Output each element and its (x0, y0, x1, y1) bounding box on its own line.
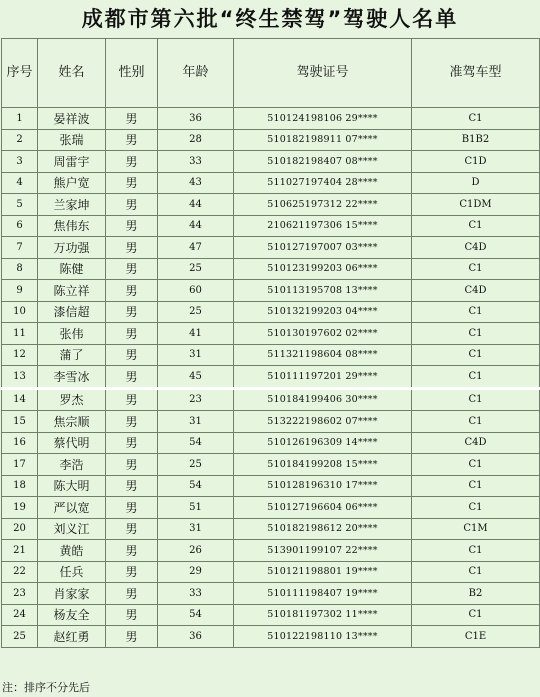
license-number: 510132199203 04**** (234, 301, 412, 323)
driver-age: 23 (158, 388, 234, 411)
row-number: 4 (2, 172, 38, 194)
driver-name: 肖家家 (38, 583, 106, 605)
license-class: C1DM (412, 194, 540, 216)
license-number: 510111198407 19**** (234, 583, 412, 605)
table-row (2, 108, 540, 130)
row-number: 5 (2, 194, 38, 216)
license-class: C1 (412, 454, 540, 476)
license-class: D (412, 172, 540, 194)
driver-name: 罗杰 (38, 388, 106, 411)
table-row (2, 129, 540, 151)
driver-name: 李浩 (38, 454, 106, 476)
driver-name: 张伟 (38, 323, 106, 345)
header-name: 姓名 (38, 39, 106, 108)
license-class: C1 (412, 388, 540, 411)
driver-sex: 男 (106, 215, 158, 237)
driver-sex: 男 (106, 301, 158, 323)
driver-name: 晏祥波 (38, 108, 106, 130)
driver-age: 26 (158, 540, 234, 562)
table-row (2, 432, 540, 454)
driver-age: 44 (158, 215, 234, 237)
driver-name: 赵红勇 (38, 626, 106, 648)
driver-age: 51 (158, 497, 234, 519)
driver-sex: 男 (106, 194, 158, 216)
table-row (2, 237, 540, 259)
driver-name: 熊户宽 (38, 172, 106, 194)
driver-name: 李雪冰 (38, 366, 106, 389)
driver-name: 万功强 (38, 237, 106, 259)
table-row (2, 583, 540, 605)
driver-name: 张瑞 (38, 129, 106, 151)
table-row (2, 497, 540, 519)
row-number: 21 (2, 540, 38, 562)
driver-age: 25 (158, 258, 234, 280)
driver-name: 陈立祥 (38, 280, 106, 302)
row-number: 23 (2, 583, 38, 605)
driver-sex: 男 (106, 540, 158, 562)
license-class: C1 (412, 215, 540, 237)
license-number: 510182198407 08**** (234, 151, 412, 173)
license-class: C4D (412, 432, 540, 454)
driver-sex: 男 (106, 626, 158, 648)
driver-name: 刘义江 (38, 518, 106, 540)
table-row (2, 280, 540, 302)
license-class: C1 (412, 344, 540, 366)
driver-age: 36 (158, 108, 234, 130)
license-number: 510184199406 30**** (234, 388, 412, 411)
license-number: 510128196310 17**** (234, 475, 412, 497)
row-number: 2 (2, 129, 38, 151)
license-number: 513222198602 07**** (234, 411, 412, 433)
license-number: 510122198110 13**** (234, 626, 412, 648)
driver-sex: 男 (106, 151, 158, 173)
license-number: 513901199107 22**** (234, 540, 412, 562)
driver-sex: 男 (106, 172, 158, 194)
license-number: 210621197306 15**** (234, 215, 412, 237)
license-class: C1 (412, 411, 540, 433)
license-class: C1E (412, 626, 540, 648)
row-number: 16 (2, 432, 38, 454)
table-row (2, 454, 540, 476)
license-number: 510111197201 29**** (234, 366, 412, 389)
driver-sex: 男 (106, 280, 158, 302)
driver-age: 45 (158, 366, 234, 389)
row-number: 9 (2, 280, 38, 302)
row-number: 14 (2, 388, 38, 411)
row-number: 20 (2, 518, 38, 540)
driver-name: 兰家坤 (38, 194, 106, 216)
driver-age: 29 (158, 561, 234, 583)
driver-name: 漆信超 (38, 301, 106, 323)
header-license: 驾驶证号 (234, 39, 412, 108)
driver-age: 41 (158, 323, 234, 345)
driver-age: 54 (158, 604, 234, 626)
license-class: B2 (412, 583, 540, 605)
license-class: C1M (412, 518, 540, 540)
driver-age: 44 (158, 194, 234, 216)
header-seq (2, 39, 38, 108)
table-row (2, 194, 540, 216)
driver-age: 54 (158, 432, 234, 454)
driver-name: 蒲了 (38, 344, 106, 366)
license-class: C4D (412, 280, 540, 302)
license-class: C1 (412, 540, 540, 562)
table-row (2, 475, 540, 497)
table-row (2, 561, 540, 583)
license-class: C1D (412, 151, 540, 173)
row-number: 25 (2, 626, 38, 648)
driver-age: 60 (158, 280, 234, 302)
row-number: 6 (2, 215, 38, 237)
driver-name: 陈大明 (38, 475, 106, 497)
license-class: C1 (412, 301, 540, 323)
row-number: 8 (2, 258, 38, 280)
table-row (2, 172, 540, 194)
row-number: 10 (2, 301, 38, 323)
table-body (2, 108, 540, 648)
license-class: B1B2 (412, 129, 540, 151)
license-number: 510182198612 20**** (234, 518, 412, 540)
row-number: 3 (2, 151, 38, 173)
driver-sex: 男 (106, 108, 158, 130)
row-number: 18 (2, 475, 38, 497)
driver-sex: 男 (106, 475, 158, 497)
driver-sex: 男 (106, 604, 158, 626)
row-number: 19 (2, 497, 38, 519)
row-number: 12 (2, 344, 38, 366)
row-number: 24 (2, 604, 38, 626)
driver-sex: 男 (106, 454, 158, 476)
driver-sex: 男 (106, 432, 158, 454)
row-number: 17 (2, 454, 38, 476)
driver-age: 31 (158, 411, 234, 433)
driver-age: 33 (158, 151, 234, 173)
license-number: 510130197602 02**** (234, 323, 412, 345)
table-header-row (2, 39, 540, 108)
header-seq-label: 序号 (6, 65, 33, 80)
license-class: C1 (412, 497, 540, 519)
license-number: 510124198106 29**** (234, 108, 412, 130)
license-number: 510182198911 07**** (234, 129, 412, 151)
driver-age: 25 (158, 454, 234, 476)
driver-sex: 男 (106, 323, 158, 345)
row-number: 11 (2, 323, 38, 345)
table-row (2, 366, 540, 389)
driver-age: 43 (158, 172, 234, 194)
driver-sex: 男 (106, 344, 158, 366)
driver-sex: 男 (106, 583, 158, 605)
driver-name: 陈健 (38, 258, 106, 280)
license-class: C1 (412, 366, 540, 389)
driver-age: 25 (158, 301, 234, 323)
header-age: 年龄 (158, 39, 234, 108)
license-class: C4D (412, 237, 540, 259)
table-row (2, 301, 540, 323)
driver-name: 杨友全 (38, 604, 106, 626)
license-number: 510123199203 06**** (234, 258, 412, 280)
driver-sex: 男 (106, 129, 158, 151)
license-class: C1 (412, 258, 540, 280)
driver-age: 31 (158, 518, 234, 540)
license-number: 510127196604 06**** (234, 497, 412, 519)
row-number: 13 (2, 366, 38, 389)
table-row (2, 258, 540, 280)
driver-name: 黄皓 (38, 540, 106, 562)
table-row (2, 518, 540, 540)
table-row (2, 323, 540, 345)
license-number: 510184199208 15**** (234, 454, 412, 476)
license-number: 510181197302 11**** (234, 604, 412, 626)
driver-sex: 男 (106, 518, 158, 540)
table-row (2, 540, 540, 562)
row-number: 1 (2, 108, 38, 130)
license-class: C1 (412, 604, 540, 626)
row-number: 22 (2, 561, 38, 583)
row-number: 15 (2, 411, 38, 433)
driver-age: 47 (158, 237, 234, 259)
license-number: 510625197312 22**** (234, 194, 412, 216)
driver-name: 焦伟东 (38, 215, 106, 237)
driver-age: 54 (158, 475, 234, 497)
driver-sex: 男 (106, 411, 158, 433)
table-row (2, 626, 540, 648)
license-class: C1 (412, 323, 540, 345)
driver-sex: 男 (106, 497, 158, 519)
driver-age: 33 (158, 583, 234, 605)
driver-sex: 男 (106, 258, 158, 280)
table-row (2, 411, 540, 433)
driver-name: 蔡代明 (38, 432, 106, 454)
table-row (2, 344, 540, 366)
table-row (2, 604, 540, 626)
driver-name: 周雷宇 (38, 151, 106, 173)
table-row (2, 388, 540, 411)
table-row (2, 151, 540, 173)
footnote: 注：排序不分先后 (2, 681, 90, 694)
driver-age: 36 (158, 626, 234, 648)
license-class: C1 (412, 561, 540, 583)
license-number: 511321198604 08**** (234, 344, 412, 366)
license-number: 510127197007 03**** (234, 237, 412, 259)
driver-age: 31 (158, 344, 234, 366)
driver-sex: 男 (106, 561, 158, 583)
header-sex: 性别 (106, 39, 158, 108)
license-number: 510121198801 19**** (234, 561, 412, 583)
license-class: C1 (412, 475, 540, 497)
driver-age: 28 (158, 129, 234, 151)
driver-sex: 男 (106, 388, 158, 411)
row-number: 7 (2, 237, 38, 259)
license-class: C1 (412, 108, 540, 130)
license-number: 510113195708 13**** (234, 280, 412, 302)
driver-name: 任兵 (38, 561, 106, 583)
license-number: 511027197404 28**** (234, 172, 412, 194)
table-row (2, 215, 540, 237)
driver-sex: 男 (106, 237, 158, 259)
driver-name: 焦宗顺 (38, 411, 106, 433)
license-number: 510126196309 14**** (234, 432, 412, 454)
driver-name: 严以宽 (38, 497, 106, 519)
document-title: 成都市第六批“终生禁驾”驾驶人名单 (81, 7, 459, 31)
driver-list-table (1, 38, 540, 648)
driver-sex: 男 (106, 366, 158, 389)
header-class: 准驾车型 (412, 39, 540, 108)
